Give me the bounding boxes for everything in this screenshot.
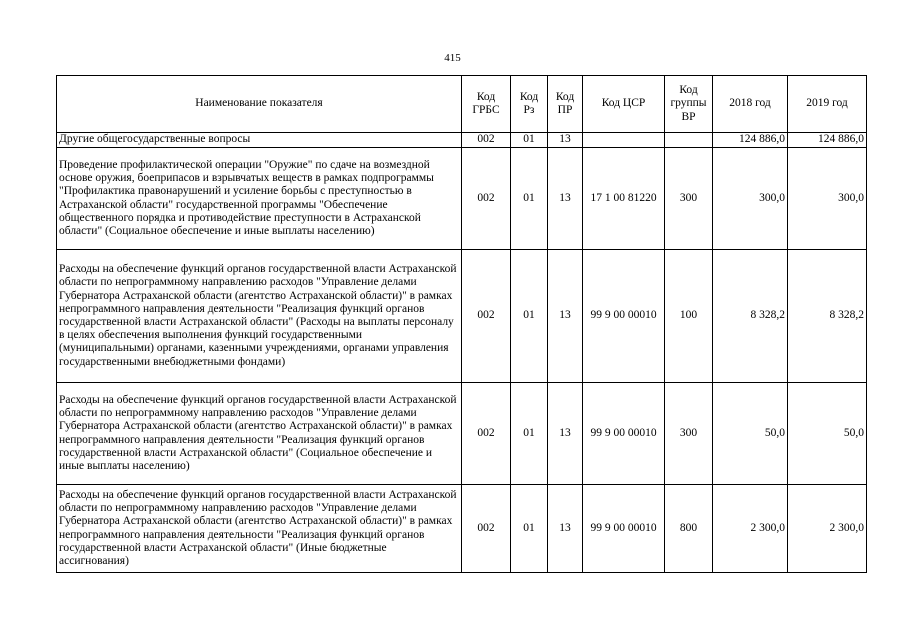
table-row <box>57 133 867 148</box>
budget-table <box>56 75 867 573</box>
row-grbs: 002 <box>462 148 511 250</box>
row-grbs: 002 <box>462 485 511 573</box>
table-row <box>57 383 867 485</box>
row-2019: 50,0 <box>788 383 867 485</box>
row-2019: 124 886,0 <box>788 133 867 148</box>
row-2018: 8 328,2 <box>713 250 788 383</box>
table-row <box>57 250 867 383</box>
table-row <box>57 485 867 573</box>
row-pr: 13 <box>548 148 583 250</box>
row-name: Проведение профилактической операции "Оружие" по сдаче на возмездной основе оружия, боеприпасов и взрывчатых веществ в рамках подпрограммы "Профилактика правонарушений и усиление борьбы с преступностью в Астраханской области" государственной программы "Обеспечение общественного порядка и противодействие преступности в Астраханской области" (Социальное обеспечение и иные выплаты населению) <box>57 148 462 250</box>
row-2019: 2 300,0 <box>788 485 867 573</box>
row-name: Другие общегосударственные вопросы <box>57 133 462 148</box>
header-2018: 2018 год <box>713 76 788 133</box>
header-grbs: Код ГРБС <box>462 76 511 133</box>
row-grbs: 002 <box>462 250 511 383</box>
row-name: Расходы на обеспечение функций органов государственной власти Астраханской области по непрограммному направлению расходов "Управление делами Губернатора Астраханской области (агентство Астраханской области)" в рамках непрограммного направления деятельности "Реализация функций органов государственной власти Астраханской области" (Расходы на выплаты персоналу в целях обеспечения выполнения функций государственными (муниципальными) органами, казенными учреждениями, органами управления государственными внебюджетными фондами) <box>57 250 462 383</box>
row-pr: 13 <box>548 383 583 485</box>
row-vr <box>665 133 713 148</box>
row-csr: 99 9 00 00010 <box>583 383 665 485</box>
table-header-row <box>57 76 867 133</box>
row-2018: 50,0 <box>713 383 788 485</box>
row-csr: 99 9 00 00010 <box>583 250 665 383</box>
table-row <box>57 148 867 250</box>
header-rz: Код Рз <box>511 76 548 133</box>
page-number: 415 <box>444 52 461 64</box>
row-grbs: 002 <box>462 383 511 485</box>
row-rz: 01 <box>511 250 548 383</box>
row-2019: 300,0 <box>788 148 867 250</box>
row-csr: 17 1 00 81220 <box>583 148 665 250</box>
row-rz: 01 <box>511 485 548 573</box>
row-2019: 8 328,2 <box>788 250 867 383</box>
header-name: Наименование показателя <box>57 76 462 133</box>
header-2019: 2019 год <box>788 76 867 133</box>
row-rz: 01 <box>511 133 548 148</box>
row-vr: 300 <box>665 383 713 485</box>
row-2018: 2 300,0 <box>713 485 788 573</box>
header-vr: Код группы ВР <box>665 76 713 133</box>
row-pr: 13 <box>548 250 583 383</box>
row-pr: 13 <box>548 133 583 148</box>
row-name: Расходы на обеспечение функций органов государственной власти Астраханской области по непрограммному направлению расходов "Управление делами Губернатора Астраханской области (агентство Астраханской области)" в рамках непрограммного направления деятельности "Реализация функций органов государственной власти Астраханской области" (Социальное обеспечение и иные выплаты населению) <box>57 383 462 485</box>
row-2018: 124 886,0 <box>713 133 788 148</box>
header-csr: Код ЦСР <box>583 76 665 133</box>
row-grbs: 002 <box>462 133 511 148</box>
row-2018: 300,0 <box>713 148 788 250</box>
row-rz: 01 <box>511 383 548 485</box>
row-vr: 800 <box>665 485 713 573</box>
row-vr: 100 <box>665 250 713 383</box>
row-csr <box>583 133 665 148</box>
row-pr: 13 <box>548 485 583 573</box>
row-name: Расходы на обеспечение функций органов государственной власти Астраханской области по непрограммному направлению расходов "Управление делами Губернатора Астраханской области (агентство Астраханской области)" в рамках непрограммного направления деятельности "Реализация функций органов государственной власти Астраханской области" (Иные бюджетные ассигнования) <box>57 485 462 573</box>
header-pr: Код ПР <box>548 76 583 133</box>
row-vr: 300 <box>665 148 713 250</box>
row-rz: 01 <box>511 148 548 250</box>
row-csr: 99 9 00 00010 <box>583 485 665 573</box>
